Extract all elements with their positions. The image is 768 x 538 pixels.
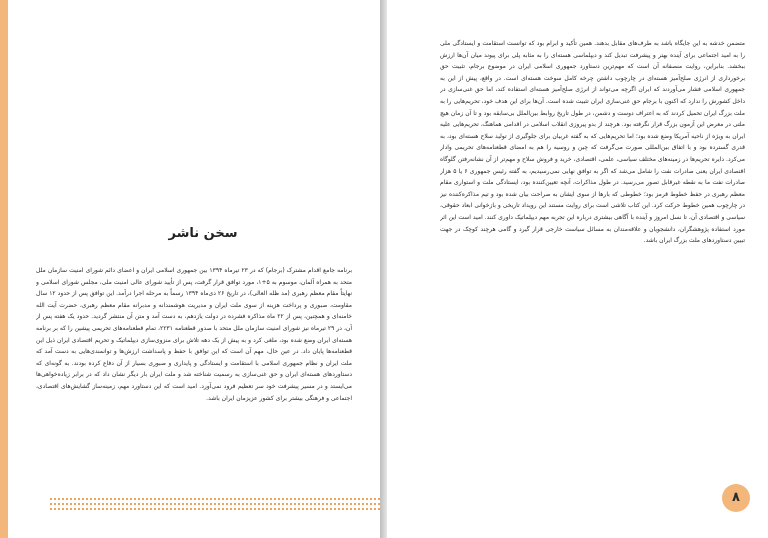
decorative-dotted-line — [50, 498, 380, 500]
page-title: سخن ناشر — [168, 226, 238, 241]
page-number-badge: ۸ — [722, 484, 750, 512]
decorative-dotted-line — [50, 503, 380, 505]
publisher-note-text: برنامه جامع اقدام مشترک (برجام) که در ۲۳ تیرماه ۱۳۹۴ بین جمهوری اسلامی ایران و اعضای دائم شورای امنیت سازمان ملل متحد به همراه آلمان، موسوم به ۵+۱، مورد توافق قرار گرفت، پس از تأیید شورای عالی امنیت ملی، مجلس شورای اسلامی و نهایتاً مقام معظم رهبری (مد ظله العالی)، در تاریخ ۲۶ دی‌ماه ۱۳۹۴ رسماً به مرحله اجرا درآمد. این توافق پس از حدود ۱۲ سال مقاومت، صبوری و پرداخت هزینه از سوی ملت ایران و مدیریت هوشمندانه و مدبرانه مقام معظم رهبری، حضرت آیت الله خامنه‌ای و همچنین، پس از ۲۲ ماه مذاکره فشرده در دولت یازدهم، به دست آمد و متن آن منتشر گردید. حدود یک هفته پس از آن، در ۲۹ تیرماه نیز شورای امنیت سازمان ملل متحد با صدور قطعنامه ۲۲۳۱، تمام قطعنامه‌های تحریمی پیشین را که بر برنامه هسته‌ای ایران وضع شده بود، ملغی کرد و به پیش از یک دهه تلاش برای منزوی‌سازی دیپلماتیک و تحریم اقتصادی ایران ذیل این قطعنامه‌ها پایان داد. در عین حال، مهم آن است که این توافق با حفظ و پاسداشت ارزش‌ها و توانمندی‌هایی به دست آمد که ملت ایران و نظام جمهوری اسلامی با استقامت و ایستادگی و پایداری و صبوری بسیار از آن دفاع کرده بودند. به گونه‌ای که دستاوردهای هسته‌ای ایران و حق غنی‌سازی به رسمیت شناخته شد و ملت ایران بار دیگر نشان داد که در برابر زیاده‌خواهی‌ها می‌ایستد و در مسیر پیشرفت خود سر تعظیم فرود نمی‌آورد. امید است که این دستاورد مهم، زمینه‌ساز گشایش‌های اقتصادی، اجتماعی و فرهنگی بیشتر برای کشور عزیزمان ایران باشد. — [36, 267, 352, 402]
decorative-dotted-line — [50, 508, 380, 510]
book-gutter — [380, 0, 387, 538]
body-text-right: متضمن خدشه به این جایگاه باشد به طرف‌های مقابل بدهند. همین تأکید و ابرام بود که توانست استقامت و ایستادگی ملی را به امید اجتماعی برای آینده بهتر و پیشرفت تبدیل کند و دیپلماسی هسته‌ای را به مثابه پلی برای پیوند میان آن‌ها ارزش ببخشد. بنابراین، روایت منصفانه آن است که مهم‌ترین دستاورد جمهوری اسلامی ایران در موضوع برجام، تثبیت حق برخورداری از انرژی صلح‌آمیز هسته‌ای در چارچوب داشتن چرخه کامل سوخت هسته‌ای است. در واقع، پیش از این به جمهوری اسلامی فشار می‌آوردند که ایران اگرچه می‌تواند از انرژی صلح‌آمیز هسته‌ای استفاده کند، اما حق غنی‌سازی در داخل کشورش را ندارد که اکنون با برجام حق غنی‌سازی ایران تثبیت شده است. آن‌ها برای این هدف خود، تحریم‌هایی را به ملت بزرگ ایران تحمیل کردند که به اعتراف دوست و دشمن، در طول تاریخ روابط بین‌الملل بی‌سابقه بود و تا آن زمان هیچ ملتی در معرض این آزمون بزرگ قرار نگرفته بود. هرچند از بدو پیروزی انقلاب اسلامی در اقدامی هماهنگ، تحریم‌هایی علیه ایران به ویژه از ناحیه آمریکا وضع شده بود؛ اما تحریم‌هایی که به گفته غربیان برای جلوگیری از تولید سلاح هسته‌ای بود، به قدری گسترده بود و با اتفاق بین‌المللی صورت می‌گرفت که چین و روسیه را هم به امضای قطعنامه‌های تحریمی وادار می‌کرد. دایره تحریم‌ها در زمینه‌های مختلف سیاسی، علمی، اقتصادی، خرید و فروش سلاح و مهم‌تر از آن نشانه‌رفتن گلوگاه اقتصادی ایران یعنی صادرات نفت را شامل می‌شد که اگر به توافق نهایی نمی‌رسیدیم، به گفته رئیس جمهوری ۶ یا ۵ هزار صادرات نفت ما به نقطه غیرقابل تصور می‌رسید. در طول مذاکرات، آنچه تعیین‌کننده بود، ایستادگی ملت و استواری مقام معظم رهبری در حفظ خطوط قرمز بود؛ خطوطی که بارها از سوی ایشان به صراحت بیان شده بود و تیم مذاکره‌کننده نیز در چارچوب همین خطوط حرکت کرد. این کتاب تلاشی است برای روایت مستند این رویداد تاریخی و بازخوانی ابعاد حقوقی، سیاسی و اقتصادی آن، تا نسل امروز و آینده با آگاهی بیشتری درباره این تجربه مهم دیپلماتیک داوری کنند. امید است این اثر مورد استفاده پژوهشگران، دانشجویان و علاقه‌مندان به مسائل سیاست خارجی قرار گیرد و گامی هرچند کوچک در جهت تبیین دستاوردهای ملت بزرگ ایران باشد. — [440, 40, 745, 245]
left-page — [0, 0, 380, 538]
